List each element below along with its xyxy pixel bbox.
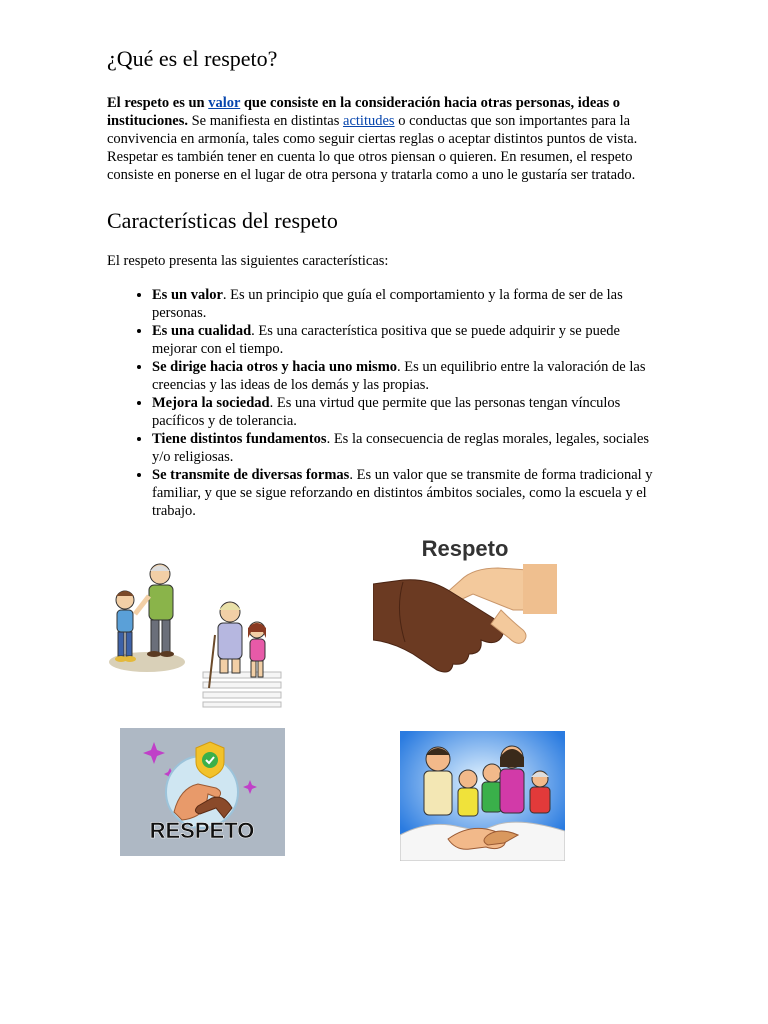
intro-bold-post: que consiste en la consideración hacia otras personas, ideas o instituciones. xyxy=(107,95,621,129)
respeto-badge-image xyxy=(120,728,285,856)
handshake-label: Respeto xyxy=(421,536,509,561)
list-item xyxy=(152,286,663,322)
list-item-term: Tiene distintos fundamentos xyxy=(152,431,327,447)
intro-paragraph xyxy=(107,94,663,184)
family-handshake-image xyxy=(400,731,565,861)
list-item xyxy=(152,430,663,466)
people-helping-illustration xyxy=(105,560,285,708)
list-item-term: Mejora la sociedad xyxy=(152,395,270,411)
characteristics-list xyxy=(107,286,663,520)
list-item xyxy=(152,322,663,358)
respeto-handshake-image xyxy=(373,530,557,690)
intro-text-post: o conductas que son importantes para la convivencia en armonía, tales como seguir ciertas reglas o aceptar distintos puntos de vista. Respetar es también tener en cuenta lo que otros piensan o quieren. En resumen, el respeto consiste en ponerse en el lugar de otra persona y tratarla como a uno le gustaría ser tratado. xyxy=(107,113,638,183)
list-item-desc: . Es un principio que guía el comportamiento y la forma de ser de las personas. xyxy=(152,287,623,321)
page-title: ¿Qué es el respeto? xyxy=(107,46,278,71)
list-item-desc: . Es una característica positiva que se puede adquirir y se puede mejorar con el tiempo. xyxy=(152,323,620,357)
document-content xyxy=(107,44,663,520)
badge-label: RESPETO xyxy=(149,818,255,843)
list-item xyxy=(152,466,663,520)
list-item-desc: . Es un equilibrio entre la valoración de las creencias y las ideas de los demás y las propias. xyxy=(152,359,646,393)
list-item xyxy=(152,394,663,430)
intro-text-pre: Se manifiesta en distintas xyxy=(187,113,344,129)
list-item-desc: . Es un valor que se transmite de forma tradicional y familiar, y que se sigue reforzando en distintos ámbitos sociales, como la escuela y el trabajo. xyxy=(152,467,653,519)
list-item xyxy=(152,358,663,394)
list-item-desc: . Es la consecuencia de reglas morales, legales, sociales y/o religiosas. xyxy=(152,431,650,465)
list-item-term: Se transmite de diversas formas xyxy=(152,467,350,483)
characteristics-intro: El respeto presenta las siguientes características: xyxy=(107,253,389,269)
section-title: Características del respeto xyxy=(107,208,338,233)
list-item-desc: . Es una virtud que permite que las personas tengan vínculos pacíficos y de tolerancia. xyxy=(152,395,621,429)
list-item-term: Es un valor xyxy=(152,287,223,303)
list-item-term: Es una cualidad xyxy=(152,323,252,339)
list-item-term: Se dirige hacia otros y hacia uno mismo xyxy=(152,359,398,375)
intro-bold-pre: El respeto es un xyxy=(107,95,209,111)
link-actitudes[interactable]: actitudes xyxy=(343,113,395,129)
link-valor[interactable]: valor xyxy=(208,95,241,111)
